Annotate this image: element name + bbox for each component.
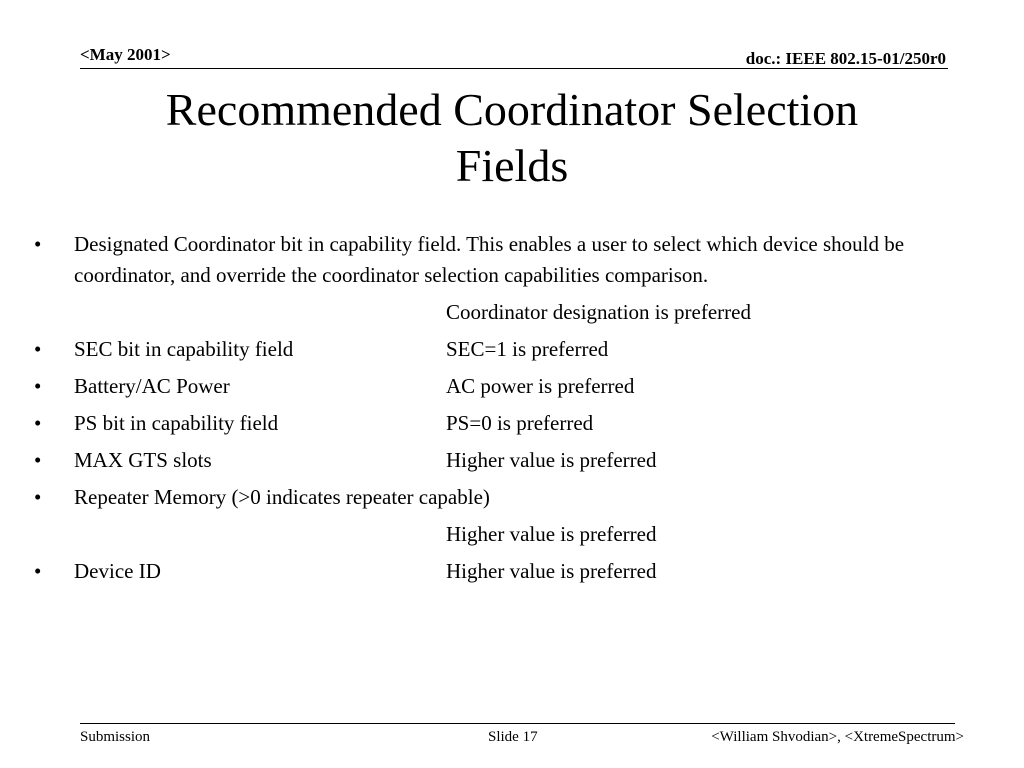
item-label: Repeater Memory (>0 indicates repeater capable): [74, 485, 490, 509]
bullet-list: [34, 229, 994, 593]
list-item-ps-bit: [34, 408, 994, 439]
bullet-icon: •: [34, 559, 42, 583]
list-item-designated-coordinator: [34, 229, 994, 291]
item-label: Battery/AC Power: [74, 374, 230, 398]
footer-submission: Submission: [80, 729, 151, 745]
list-item-sec-bit: [34, 334, 994, 365]
header-doc-id: doc.: IEEE 802.15-01/250r0: [745, 49, 946, 68]
item-label: SEC bit in capability field: [74, 337, 294, 361]
slide-title-line-1: Recommended Coordinator Selection: [165, 84, 859, 135]
list-item-repeater-memory: [34, 482, 994, 513]
item-value: PS=0 is preferred: [446, 411, 594, 435]
item-value: Higher value is preferred: [446, 448, 657, 472]
bullet-icon: •: [34, 374, 42, 398]
item-label: Device ID: [74, 559, 161, 583]
footer-author: <William Shvodian>, <XtremeSpectrum>: [711, 729, 964, 745]
item-value: SEC=1 is preferred: [446, 337, 609, 361]
list-item-battery-ac-power: [34, 371, 994, 402]
list-item-device-id: [34, 556, 994, 587]
bullet-icon: •: [34, 337, 42, 361]
item-label: MAX GTS slots: [74, 448, 212, 472]
item-note-designated: Coordinator designation is preferred: [446, 300, 751, 324]
item-note-repeater: Higher value is preferred: [446, 522, 657, 546]
bullet-icon: •: [34, 411, 42, 435]
footer-divider: [80, 723, 955, 724]
header-date: <May 2001>: [80, 45, 171, 64]
item-label: PS bit in capability field: [74, 411, 279, 435]
bullet-icon: •: [34, 485, 42, 509]
footer-slide-number: Slide 17: [488, 729, 538, 745]
slide-title: [80, 82, 944, 194]
item-text: Designated Coordinator bit in capability field. This enables a user to select which device should be coordinator, and override the coordinator selection capabilities comparison.: [74, 232, 905, 287]
item-value: Higher value is preferred: [446, 559, 657, 583]
bullet-icon: •: [34, 232, 42, 256]
slide-title-line-2: Fields: [455, 140, 569, 191]
bullet-icon: •: [34, 448, 42, 472]
header-divider: [80, 68, 948, 69]
item-value: AC power is preferred: [446, 374, 635, 398]
list-item-max-gts-slots: [34, 445, 994, 476]
